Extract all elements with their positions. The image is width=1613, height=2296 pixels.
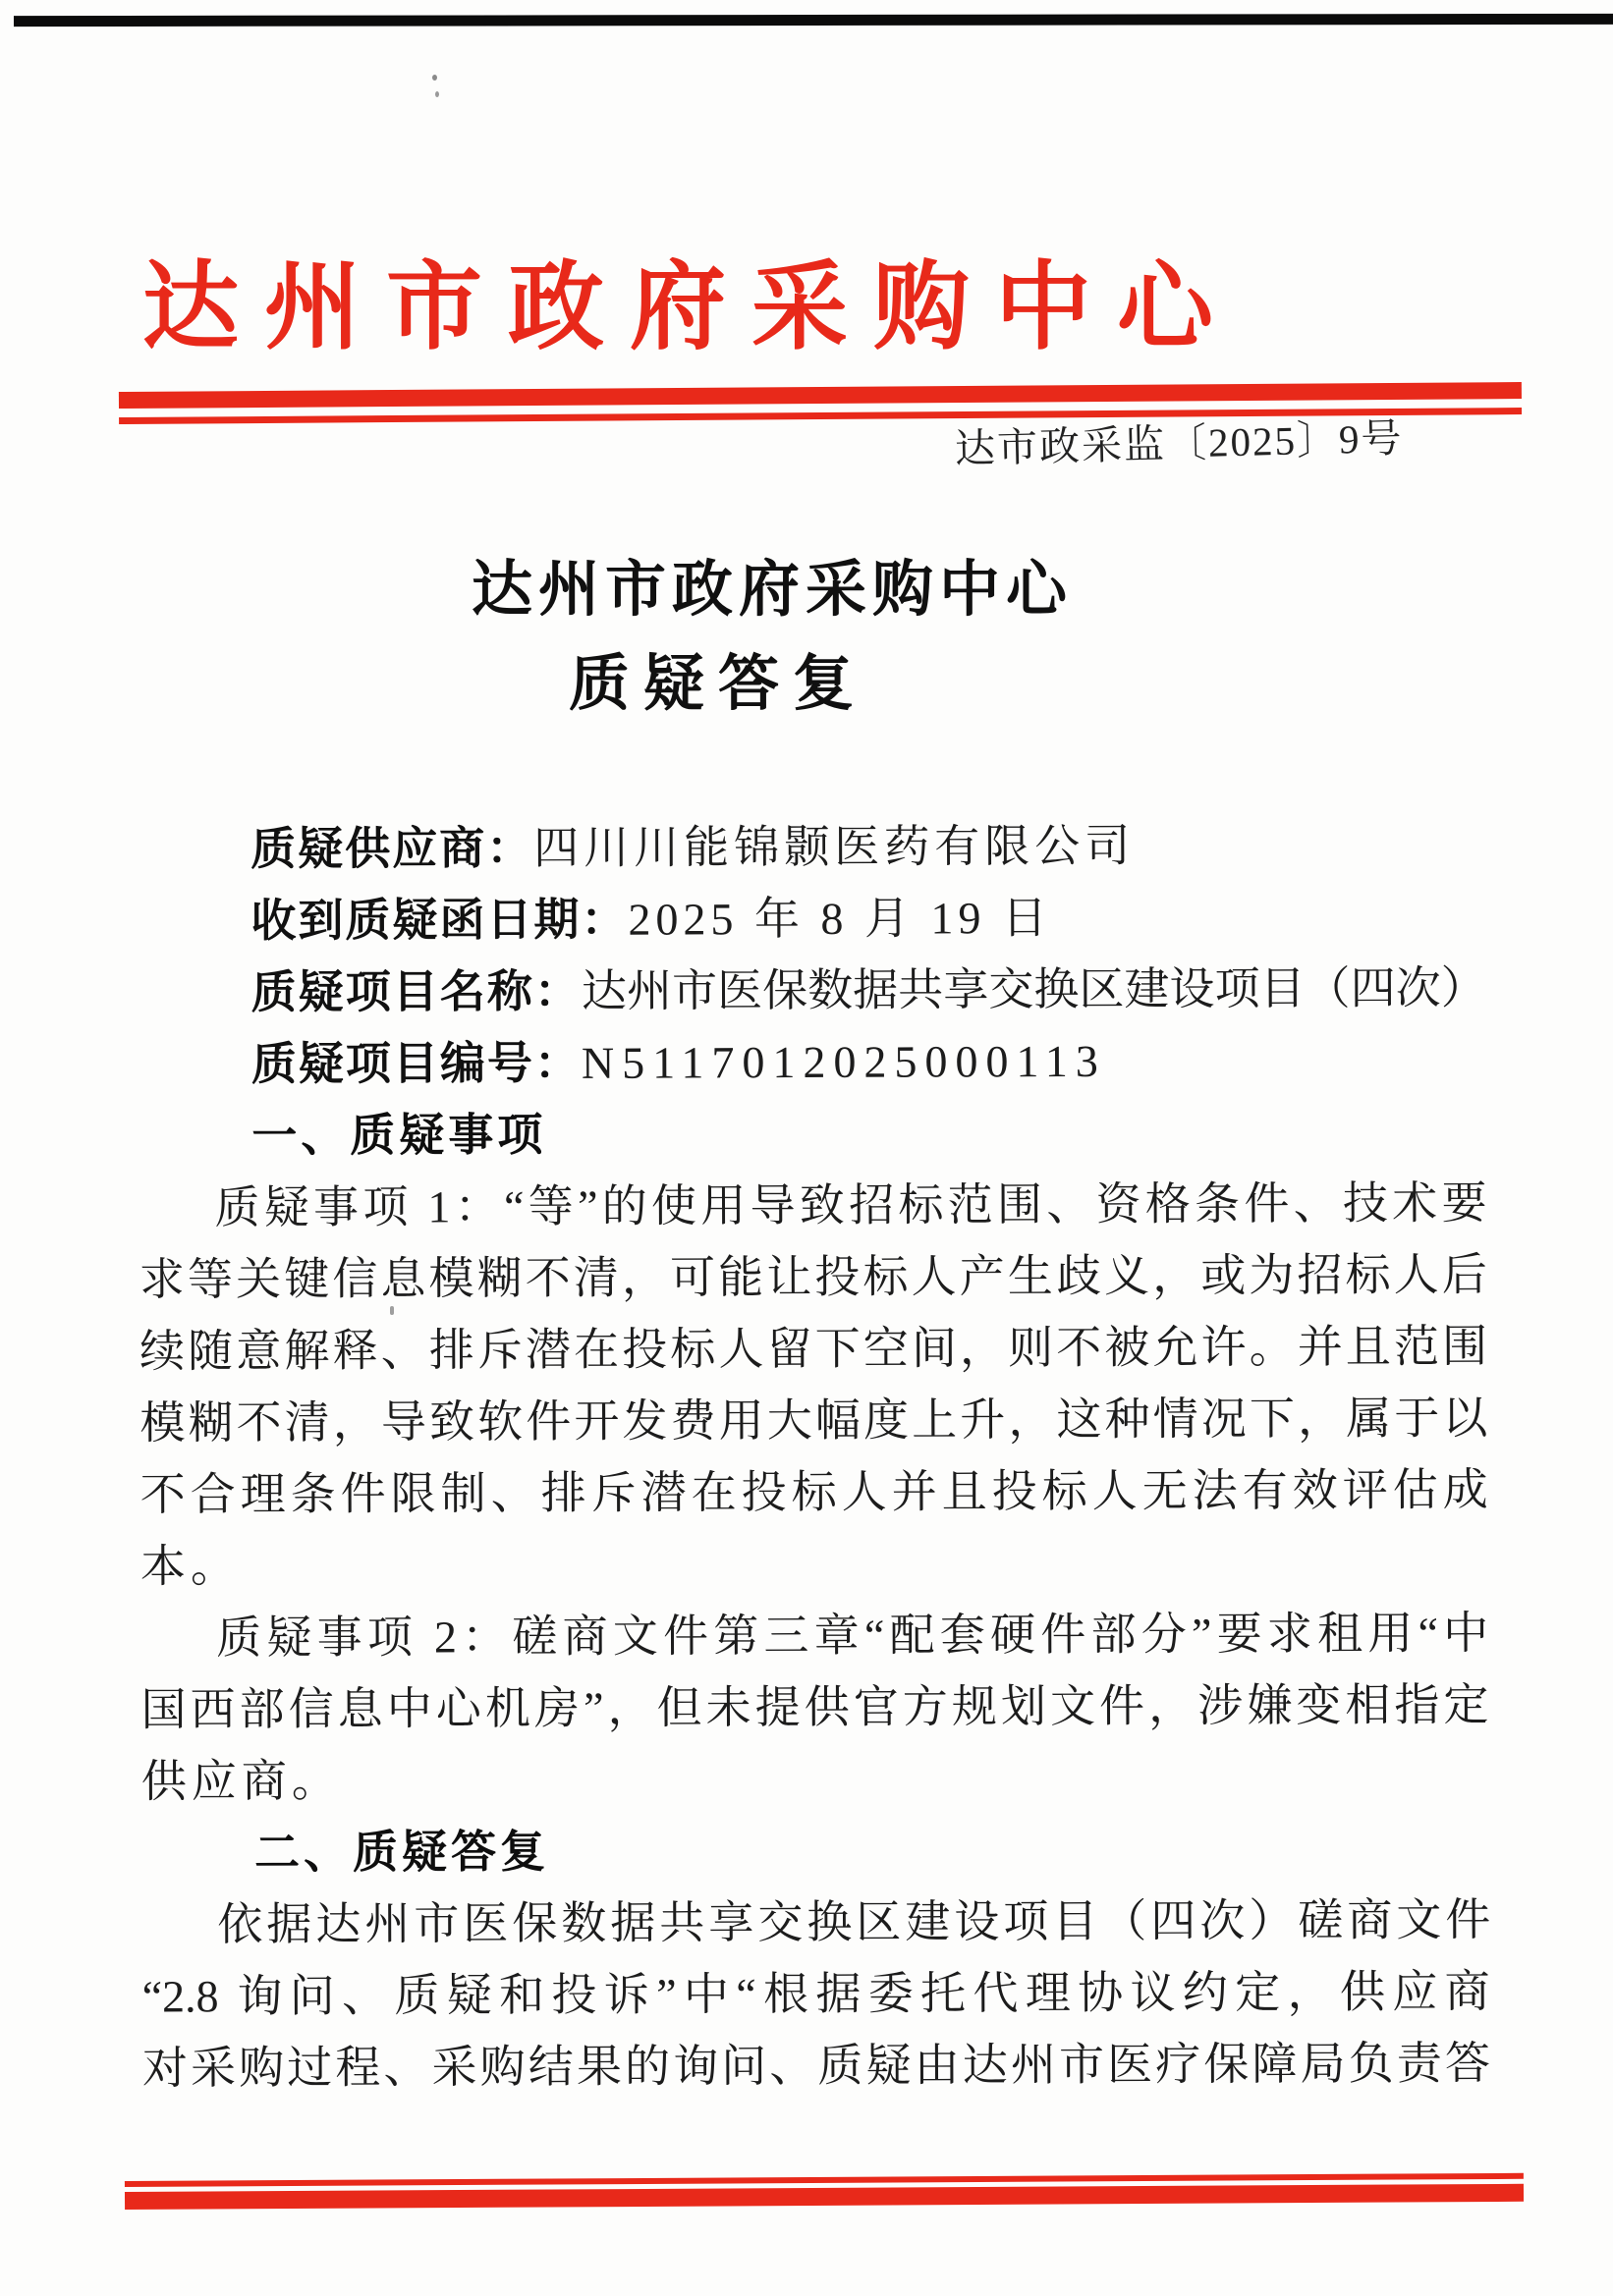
body-line: 依据达州市医保数据共享交换区建设项目（四次）磋商文件	[217, 1894, 1495, 1950]
field-label: 质疑项目名称：	[250, 964, 583, 1018]
body-line: 求等关键信息模糊不清，可能让投标人产生歧义，或为招标人后	[139, 1249, 1487, 1305]
scan-edge-artifact	[14, 14, 1613, 27]
field-value: 四川川能锦颢医药有限公司	[533, 820, 1136, 874]
field-label: 质疑供应商：	[250, 822, 534, 875]
body-line: 续随意解释、排斥潜在投标人留下空间，则不被允许。并且范围	[139, 1321, 1488, 1377]
field-row-received-date	[138, 880, 1485, 957]
scan-speck	[432, 75, 437, 81]
field-value: 达州市医保数据共享交换区建设项目（四次）	[581, 962, 1486, 1016]
section-heading-2: 二、质疑答复	[253, 1826, 550, 1879]
body-line: 供应商。	[140, 1755, 342, 1807]
document-body	[138, 808, 1495, 2104]
doc-number: 达市政采监〔2025〕9号	[954, 414, 1405, 471]
scan-speck	[435, 91, 439, 97]
body-line: 不合理条件限制、排斥潜在投标人并且投标人无法有效评估成	[139, 1464, 1488, 1520]
body-line: 质疑事项 1：“等”的使用导致招标范围、资格条件、技术要	[214, 1177, 1487, 1233]
field-value: N5117012025000113	[581, 1035, 1106, 1088]
field-label: 质疑项目编号：	[250, 1036, 583, 1090]
field-row-supplier	[138, 808, 1485, 885]
field-label: 收到质疑函日期：	[250, 893, 629, 947]
doc-title-line1: 达州市政府采购中心	[471, 557, 1073, 624]
field-row-project-number	[139, 1023, 1486, 1100]
body-line: 模糊不清，导致软件开发费用大幅度上升，这种情况下，属于以	[139, 1393, 1488, 1449]
letterhead-org-name: 达州市政府采购中心	[142, 255, 1240, 361]
field-value: 2025 年 8 月 19 日	[628, 893, 1053, 945]
body-line: “2.8 询问、质疑和投诉”中“根据委托代理协议约定，供应商	[141, 1966, 1490, 2022]
body-line: 质疑事项 2：磋商文件第三章“配套硬件部分”要求租用“中	[216, 1608, 1489, 1664]
section-heading-1: 一、质疑事项	[251, 1109, 547, 1162]
doc-title-line2: 质疑答复	[568, 651, 867, 718]
footer-double-rule	[125, 2173, 1524, 2210]
field-row-project-name	[139, 952, 1486, 1028]
body-line: 对采购过程、采购结果的询问、质疑由达州市医疗保障局负责答	[141, 2038, 1490, 2094]
body-line: 国西部信息中心机房”，但未提供官方规划文件，涉嫌变相指定	[140, 1679, 1489, 1735]
body-line: 本。	[139, 1541, 242, 1592]
